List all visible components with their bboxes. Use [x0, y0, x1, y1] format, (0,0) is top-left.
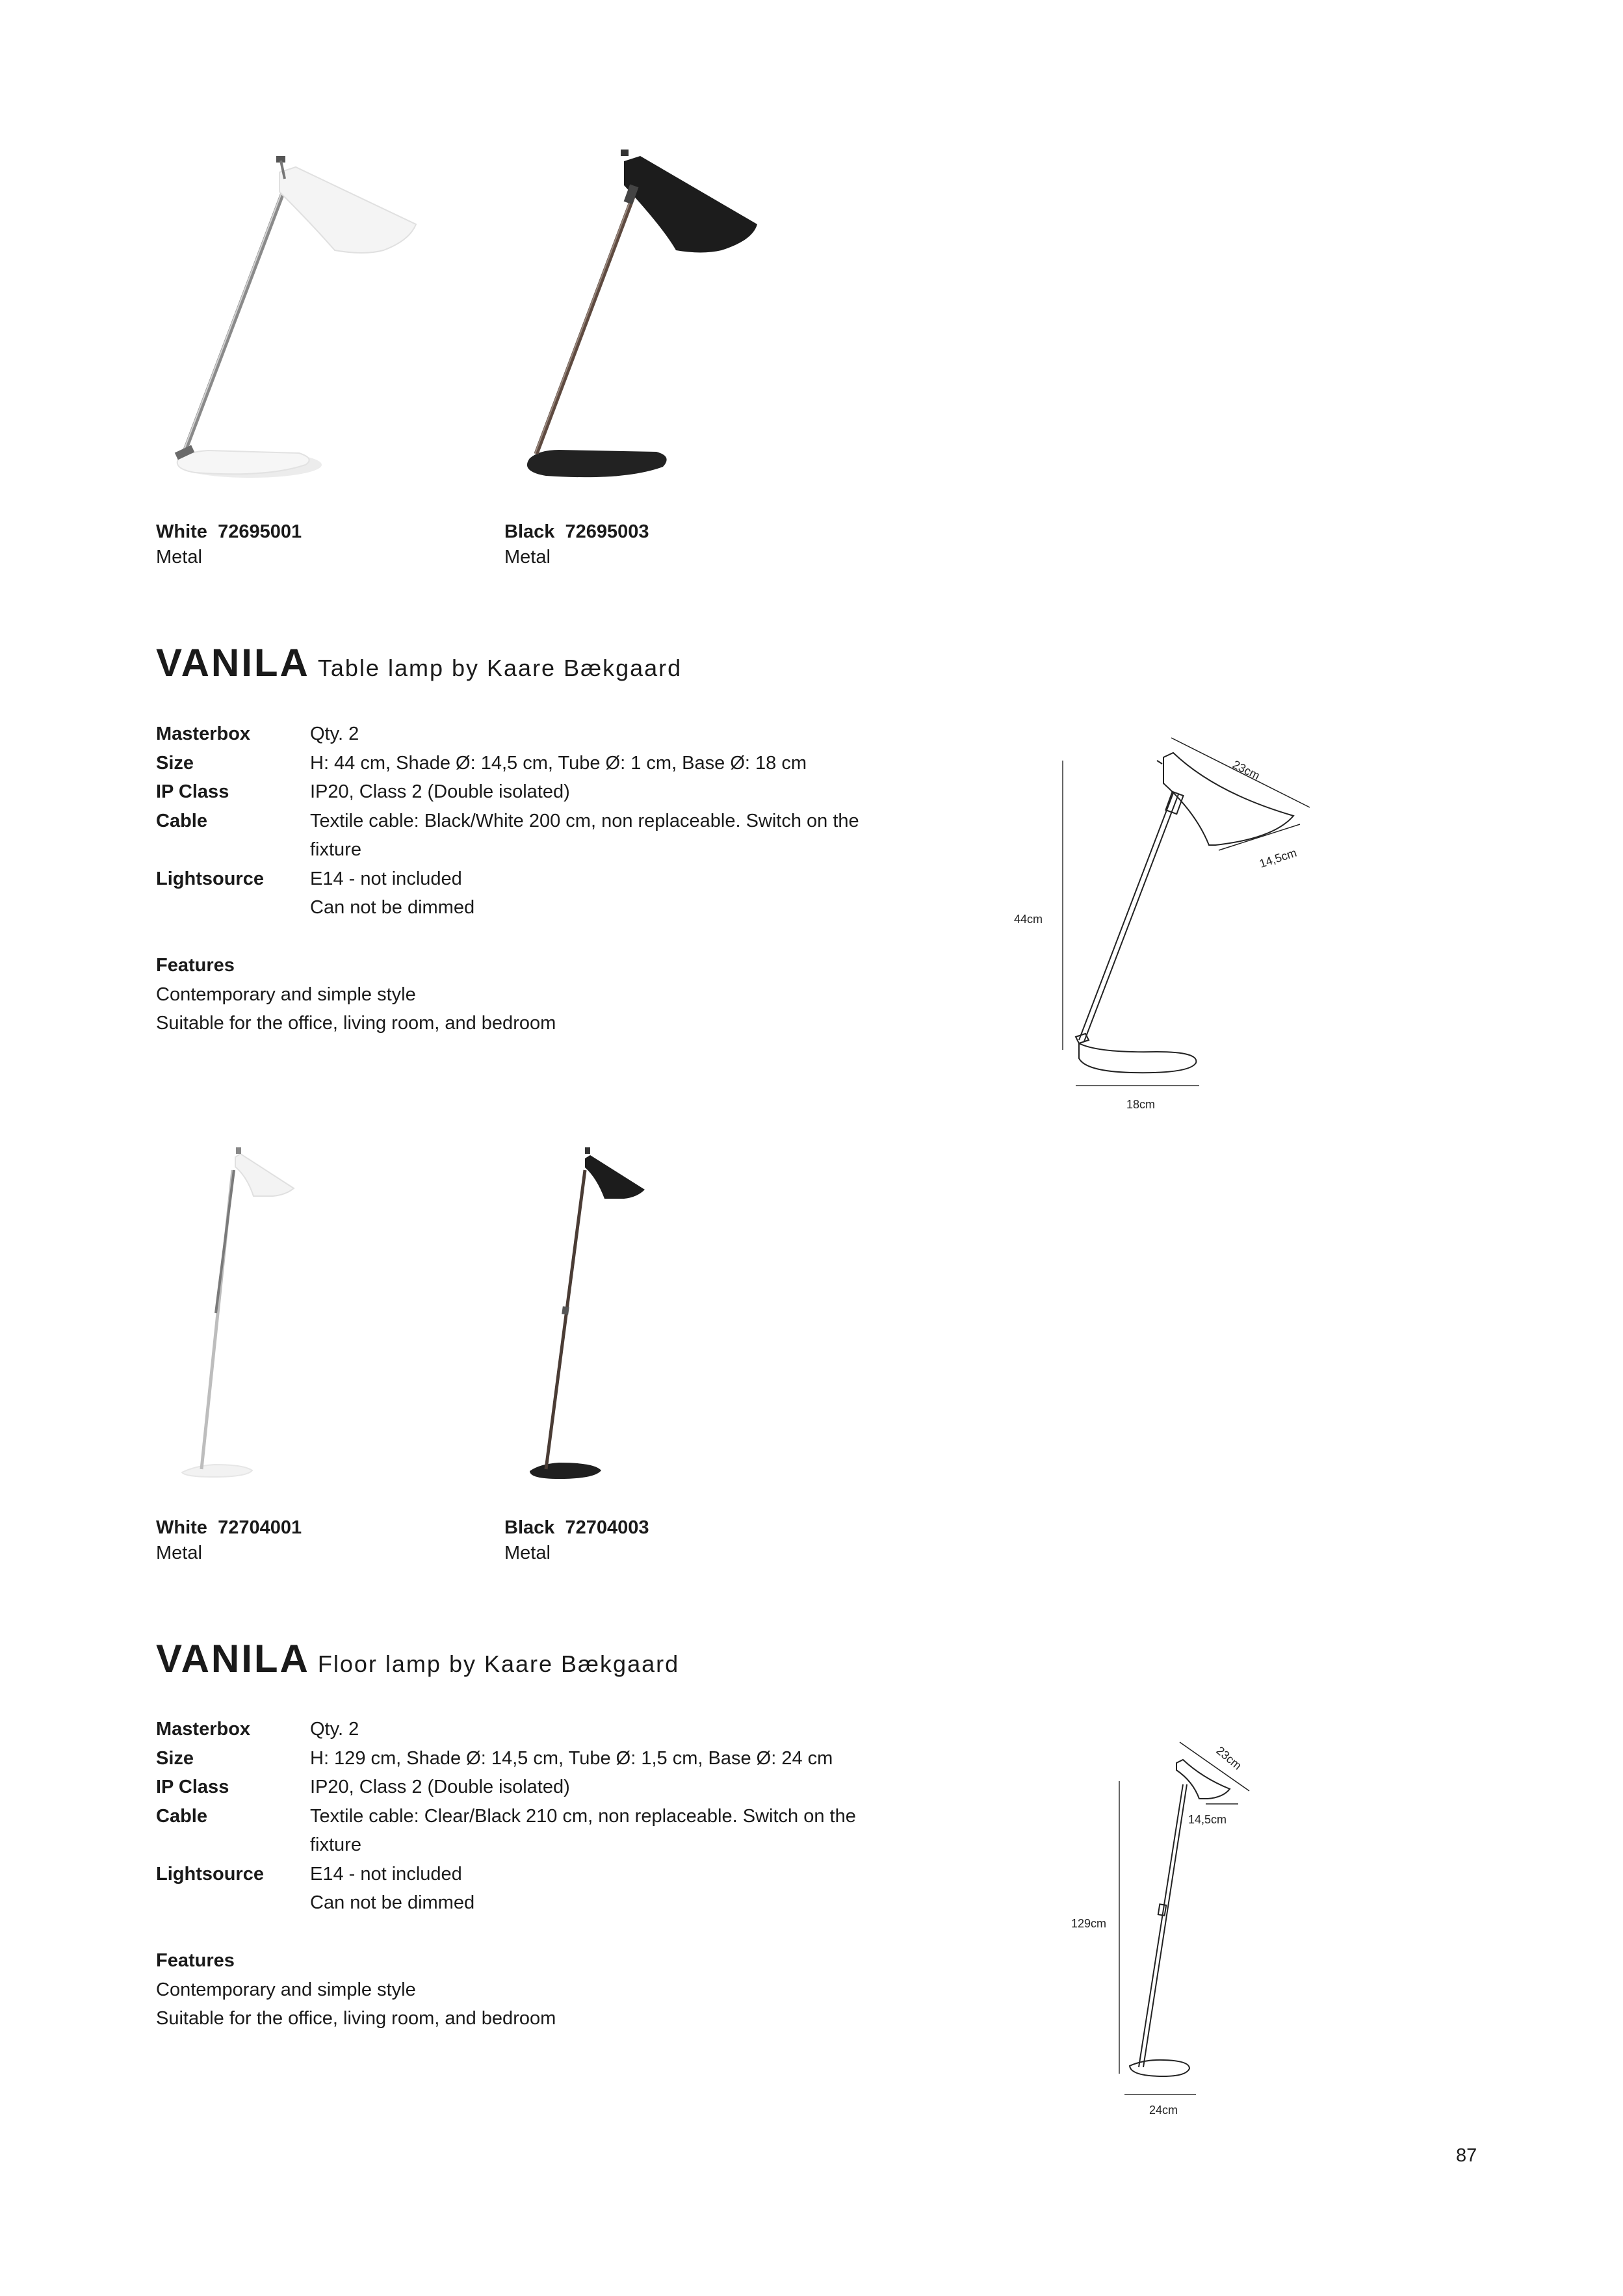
feature-item: Contemporary and simple style	[156, 984, 416, 1005]
variant-code: 72704001	[218, 1517, 302, 1538]
spec-row	[156, 1860, 882, 1889]
spec-value: H: 129 cm, Shade Ø: 14,5 cm, Tube Ø: 1,5 cm, Base Ø: 24 cm	[310, 1747, 833, 1769]
floor-lamp-dimension-drawing	[1059, 1729, 1267, 2119]
spec-value: E14 - not included	[310, 868, 462, 889]
features-block	[156, 1946, 556, 2033]
shade-diameter-label: 14,5cm	[1258, 846, 1299, 870]
spec-row	[156, 893, 882, 922]
spec-row	[156, 749, 882, 778]
spec-row	[156, 1773, 882, 1802]
spec-label: Masterbox	[156, 1719, 251, 1740]
black-floor-lamp-image	[520, 1144, 663, 1489]
variant-material: Metal	[156, 1543, 202, 1563]
height-label: 44cm	[1014, 913, 1043, 926]
spec-row	[156, 807, 882, 865]
spec-label: Cable	[156, 1805, 207, 1827]
spec-label: Masterbox	[156, 724, 251, 744]
spec-value: H: 44 cm, Shade Ø: 14,5 cm, Tube Ø: 1 cm, Base Ø: 18 cm	[310, 752, 807, 774]
variant-caption	[504, 1515, 764, 1566]
product-subtitle: Table lamp by Kaare Bækgaard	[317, 655, 682, 681]
variant-caption	[156, 519, 416, 570]
spec-value: Qty. 2	[310, 724, 359, 744]
spec-label: Lightsource	[156, 868, 264, 889]
spec-row	[156, 1802, 882, 1860]
spec-label: Size	[156, 1747, 194, 1769]
spec-row	[156, 865, 882, 894]
spec-label: Cable	[156, 810, 207, 831]
spec-label	[156, 893, 310, 922]
spec-label: IP Class	[156, 781, 229, 802]
variant-material: Metal	[504, 1543, 551, 1563]
variant-color: Black	[504, 1517, 555, 1538]
product-name: VANILA	[156, 1637, 310, 1680]
shade-length-label: 23cm	[1214, 1743, 1245, 1773]
spec-label	[156, 1888, 310, 1918]
feature-item: Suitable for the office, living room, and bedroom	[156, 1013, 556, 1034]
black-table-lamp-image	[500, 150, 773, 494]
variant-color: White	[156, 521, 207, 542]
variant-color: White	[156, 1517, 207, 1538]
spec-row	[156, 720, 882, 749]
spec-row	[156, 1715, 882, 1744]
variant-color: Black	[504, 521, 555, 542]
base-label: 18cm	[1126, 1098, 1156, 1111]
spec-table	[156, 720, 882, 922]
product-title	[156, 1636, 679, 1687]
table-lamp-dimension-drawing	[1001, 735, 1326, 1112]
height-label: 129cm	[1071, 1917, 1107, 1930]
features-heading: Features	[156, 955, 235, 976]
variant-caption	[504, 519, 764, 570]
variant-material: Metal	[504, 547, 551, 567]
spec-value: Can not be dimmed	[310, 1892, 475, 1913]
spec-label: IP Class	[156, 1777, 229, 1797]
base-label: 24cm	[1149, 2104, 1178, 2117]
spec-value: Textile cable: Black/White 200 cm, non replaceable. Switch on the fixture	[310, 810, 859, 860]
spec-value: E14 - not included	[310, 1863, 462, 1885]
features-heading: Features	[156, 1950, 235, 1971]
variant-material: Metal	[156, 547, 202, 567]
spec-table	[156, 1715, 882, 1918]
spec-row	[156, 1744, 882, 1773]
spec-value: Textile cable: Clear/Black 210 cm, non replaceable. Switch on the fixture	[310, 1805, 856, 1855]
product-name: VANILA	[156, 641, 310, 685]
shade-diameter-label: 14,5cm	[1188, 1813, 1227, 1826]
white-floor-lamp-image	[175, 1144, 318, 1489]
spec-value: IP20, Class 2 (Double isolated)	[310, 781, 570, 802]
product-subtitle: Floor lamp by Kaare Bækgaard	[317, 1650, 680, 1677]
spec-value: IP20, Class 2 (Double isolated)	[310, 1777, 570, 1797]
spec-label: Lightsource	[156, 1863, 264, 1885]
features-block	[156, 951, 556, 1038]
white-table-lamp-image	[169, 153, 429, 497]
variant-code: 72695001	[218, 521, 302, 542]
spec-value: Qty. 2	[310, 1719, 359, 1740]
feature-item: Suitable for the office, living room, and bedroom	[156, 2008, 556, 2029]
spec-value: Can not be dimmed	[310, 897, 475, 918]
variant-code: 72704003	[565, 1517, 649, 1538]
spec-row	[156, 777, 882, 807]
feature-item: Contemporary and simple style	[156, 1979, 416, 2000]
page-number: 87	[1456, 2145, 1477, 2166]
product-title	[156, 640, 682, 691]
variant-caption	[156, 1515, 416, 1566]
shade-length-label: 23cm	[1230, 757, 1262, 783]
spec-row	[156, 1888, 882, 1918]
variant-code: 72695003	[565, 521, 649, 542]
spec-label: Size	[156, 752, 194, 774]
